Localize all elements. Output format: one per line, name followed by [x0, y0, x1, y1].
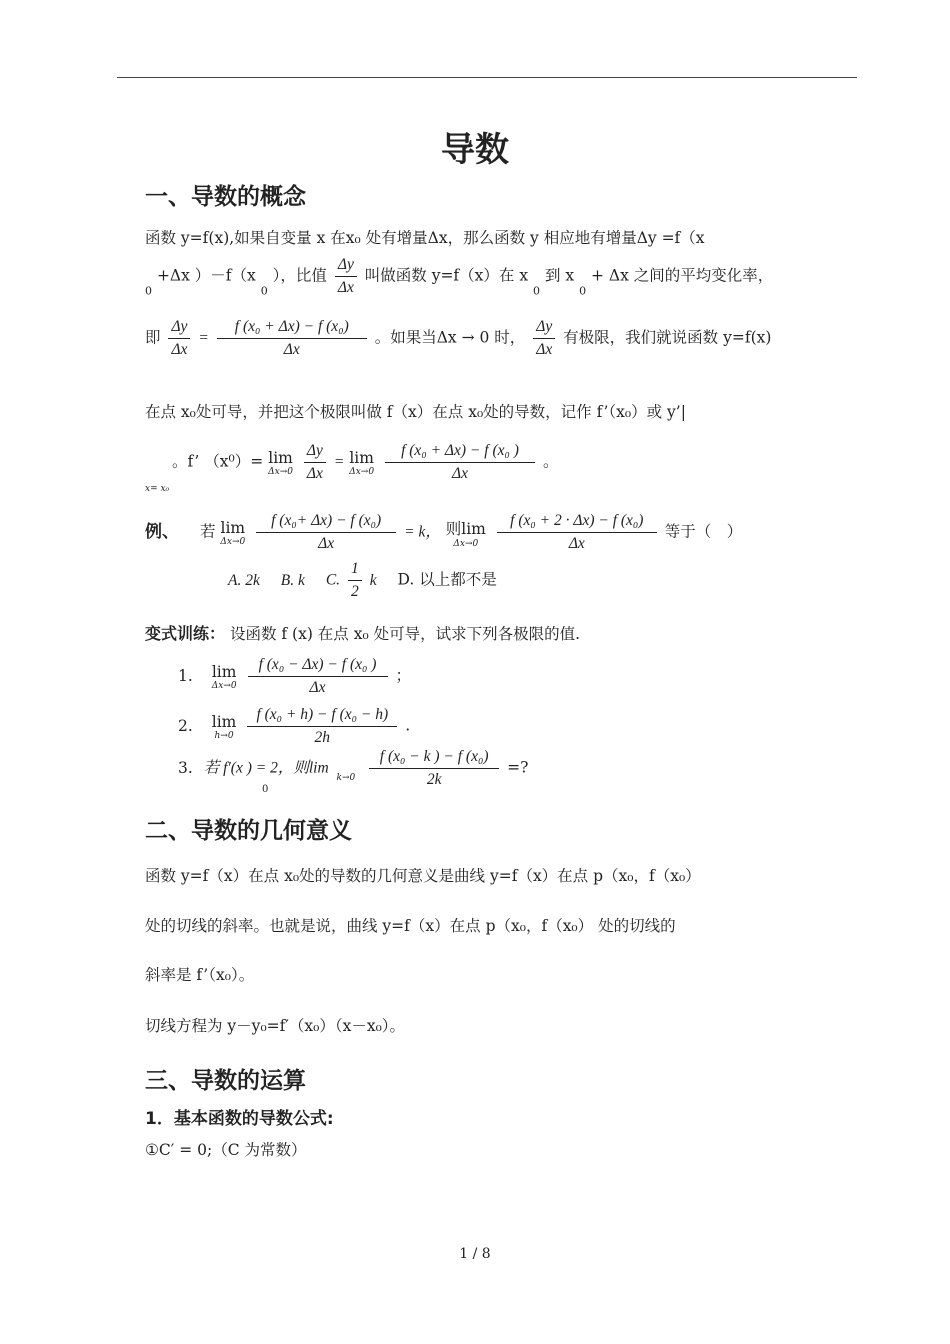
- paragraph-derivative-limit: [172, 442, 558, 483]
- fraction-dy-dx: [168, 318, 190, 359]
- fraction: [369, 748, 499, 789]
- lim-text: lim: [211, 712, 237, 731]
- paragraph-line: 斜率是 f’（x₀）。: [145, 966, 255, 984]
- numerator: f (x₀ − k ) − f (x₀): [369, 748, 499, 769]
- denominator: Δx: [306, 465, 323, 482]
- text: ；: [395, 666, 411, 685]
- lim-text: lim: [211, 662, 237, 681]
- numerator: Δy: [335, 256, 357, 277]
- numerator: Δy: [168, 318, 190, 339]
- numerator: f (x₀ + Δx) − f (x₀): [217, 318, 367, 339]
- paragraph-line: 处的切线的斜率。也就是说，曲线 y=f（x）在点 p（x₀，f（x₀） 处的切线的: [145, 917, 676, 935]
- section-heading-operations: 三、导数的运算: [145, 1068, 306, 1094]
- text: +Δx ）－f（x: [156, 266, 256, 285]
- subscript: 0: [260, 284, 268, 298]
- text: 。如果当Δx → 0 时，: [374, 328, 526, 347]
- option-a: A. 2k: [228, 571, 260, 589]
- lim-text: 则lim: [445, 519, 486, 538]
- lim-subscript: Δx→0: [453, 538, 479, 549]
- paragraph-derivative-notation: 在点 x₀处可导，并把这个极限叫做 f（x）在点 x₀处的导数，记作 f’（x₀）或 y’|: [145, 403, 686, 421]
- item-number: 2.: [178, 716, 193, 735]
- practice-intro: [145, 621, 580, 644]
- numerator: f (x₀ + 2 · Δx) − f (x₀): [497, 512, 657, 533]
- lim-subscript: Δx→0: [220, 536, 246, 547]
- paragraph-line-ratio: [145, 256, 773, 298]
- example-options: [228, 560, 497, 601]
- text: 设函数 f (x) 在点 x₀ 处可导，试求下列各极限的值.: [229, 625, 581, 643]
- text: 。f’ （x⁰）=: [172, 452, 264, 471]
- fraction-dy-dx: [335, 256, 357, 297]
- denominator: Δx: [452, 465, 468, 482]
- lim-text: lim: [349, 448, 374, 467]
- subscript-x-equals-x0: x= x₀: [145, 484, 170, 494]
- text: 有极限，我们就说函数 y=f(x): [563, 328, 772, 347]
- limit-operator: [220, 519, 245, 547]
- subscript: 0: [579, 284, 587, 298]
- fraction-example-1: [256, 512, 396, 553]
- lim-subscript: Δx→0: [349, 466, 375, 477]
- limit-operator: [446, 517, 486, 549]
- page-number: 1 / 8: [459, 1246, 491, 1262]
- fraction: [248, 656, 388, 697]
- option-d: D. 以上都不是: [397, 570, 497, 589]
- lim-subscript: h→0: [214, 730, 234, 741]
- lim-subscript: k→0: [336, 772, 356, 783]
- header-rule: [117, 77, 857, 78]
- item-number: 3.: [178, 758, 193, 777]
- denominator: Δx: [309, 679, 326, 696]
- paragraph-line: 函数 y=f（x）在点 x₀处的导数的几何意义是曲线 y=f（x）在点 p（x₀，f（x₀）: [145, 867, 701, 885]
- practice-item-2: [178, 706, 410, 747]
- limit-operator: [268, 449, 293, 477]
- equals: =: [333, 453, 345, 471]
- practice-item-3: [178, 748, 528, 789]
- text: 若: [199, 522, 216, 541]
- limit-operator: [212, 663, 237, 691]
- denominator: Δx: [568, 535, 585, 552]
- numerator: f (x₀ + Δx) − f (x₀ ): [385, 442, 535, 463]
- denominator: Δx: [283, 341, 300, 358]
- section-heading-geometry: 二、导数的几何意义: [145, 818, 352, 844]
- example-problem: [145, 512, 742, 553]
- lim-text: lim: [220, 518, 246, 537]
- page-title: 导数: [441, 130, 509, 170]
- denominator: 2k: [426, 771, 442, 788]
- fraction-example-2: [497, 512, 657, 553]
- numerator: Δy: [304, 442, 326, 463]
- practice-item-1: [178, 656, 411, 697]
- numerator: f (x₀+ Δx) − f (x₀): [256, 512, 396, 533]
- text: 等于（ ）: [664, 522, 743, 541]
- lim-text: lim: [268, 448, 293, 467]
- formula-item: ①C′ = 0;（C 为常数）: [145, 1141, 307, 1159]
- subscript-zero: 0: [262, 784, 269, 795]
- subscript: 0: [145, 284, 152, 298]
- option-b: B. k: [280, 571, 305, 589]
- text: 即: [145, 328, 161, 347]
- numerator: 1: [348, 560, 362, 581]
- limit-operator: [349, 449, 374, 477]
- equals: =: [198, 329, 209, 347]
- option-c-k: k: [369, 571, 377, 589]
- subsection-heading: 1．基本函数的导数公式:: [145, 1109, 334, 1129]
- text: 叫做函数 y=f（x）在 x: [364, 266, 529, 285]
- example-label: 例、: [145, 521, 179, 542]
- text: ），比值: [272, 266, 327, 285]
- item-number: 1.: [178, 666, 193, 685]
- text: 若 f′(x ) = 2，则lim: [203, 759, 329, 777]
- denominator: Δx: [171, 341, 188, 358]
- paragraph-line: 函数 y=f(x),如果自变量 x 在x₀ 处有增量Δx，那么函数 y 相应地有增量Δy =f（x: [145, 229, 705, 247]
- tangent-equation: 切线方程为 y－y₀=f′（x₀）（x－x₀）。: [145, 1017, 406, 1035]
- fraction-difference-quotient: [385, 442, 535, 483]
- subscript: 0: [533, 284, 541, 298]
- lim-subscript: Δx→0: [268, 466, 293, 477]
- text: .: [405, 716, 411, 735]
- fraction: [247, 706, 397, 747]
- lim-subscript: Δx→0: [211, 680, 237, 691]
- fraction-dy-dx: [533, 318, 555, 359]
- limit-operator: [334, 755, 359, 783]
- fraction-dy-dx: [304, 442, 326, 483]
- section-heading-concept: 一、导数的概念: [145, 184, 306, 210]
- numerator: Δy: [533, 318, 555, 339]
- fraction-one-half: [348, 560, 362, 601]
- denominator: Δx: [318, 535, 335, 552]
- fraction-difference-quotient: [217, 318, 367, 359]
- text: 到 x: [544, 266, 575, 285]
- denominator: 2: [351, 583, 359, 600]
- paragraph-definition: [145, 318, 771, 359]
- option-c: C.: [325, 571, 341, 589]
- denominator: Δx: [536, 341, 553, 358]
- text: = k，: [404, 523, 441, 541]
- denominator: 2h: [314, 729, 331, 746]
- text: 。: [542, 452, 559, 471]
- text: + Δx 之间的平均变化率，: [591, 266, 774, 285]
- numerator: f (x₀ − Δx) − f (x₀ ): [248, 656, 388, 677]
- numerator: f (x₀ + h) − f (x₀ − h): [247, 706, 397, 727]
- limit-operator: [212, 713, 237, 741]
- text: =?: [507, 758, 529, 777]
- denominator: Δx: [337, 279, 354, 296]
- practice-label: 变式训练：: [145, 624, 226, 643]
